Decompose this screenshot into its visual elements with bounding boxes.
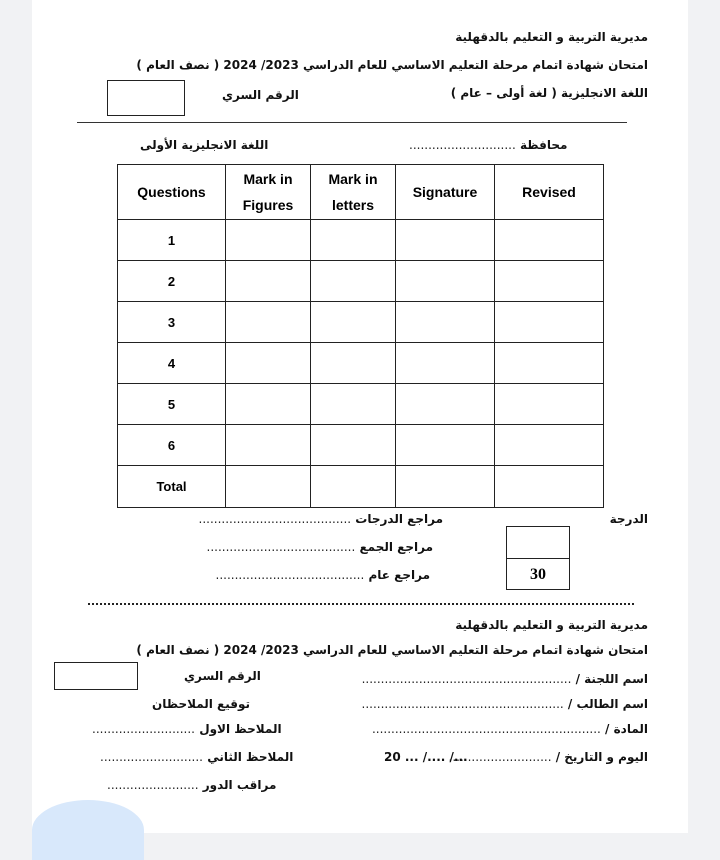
- cut-line: [88, 603, 634, 605]
- mark-figures-cell[interactable]: [226, 220, 311, 261]
- subject-title: اللغة الانجليزية الأولى: [140, 138, 269, 152]
- question-number: 6: [118, 425, 226, 466]
- first-observer-label: الملاحظ الاول: [199, 722, 282, 736]
- mark-letters-cell[interactable]: [311, 343, 396, 384]
- header-revised: Revised: [495, 165, 604, 220]
- header-divider: [77, 122, 627, 123]
- subject-dots[interactable]: ............................................................: [371, 722, 601, 736]
- day-date-dots[interactable]: ...........................: [448, 750, 552, 764]
- table-row: [118, 425, 604, 466]
- general-reviewer-dots: .......................................: [215, 568, 365, 582]
- governorate-label: محافظة: [520, 138, 568, 152]
- table-row: [118, 220, 604, 261]
- header-mark-letters: Mark in letters: [311, 165, 396, 220]
- exam-title-2: امتحان شهادة اتمام مرحلة التعليم الاساسي للعام الدراسي 2023/ 2024 ( نصف العام ): [136, 643, 648, 657]
- directorate-title: مديرية التربية و التعليم بالدقهلية: [455, 30, 648, 44]
- committee-name-label: اسم اللجنة /: [575, 672, 648, 686]
- floor-supervisor-label: مراقب الدور: [202, 778, 277, 792]
- mark-letters-cell[interactable]: [311, 425, 396, 466]
- committee-row: [362, 672, 648, 686]
- mark-letters-cell[interactable]: [311, 302, 396, 343]
- second-observer-dots[interactable]: ...........................: [100, 750, 203, 764]
- subject-label: المادة /: [605, 722, 648, 736]
- sum-reviewer-row: [207, 540, 434, 554]
- secret-number-label-2: الرقم السري: [184, 669, 261, 683]
- signature-cell[interactable]: [396, 466, 495, 508]
- question-number: 1: [118, 220, 226, 261]
- score-box: [506, 526, 570, 590]
- mark-figures-cell[interactable]: [226, 425, 311, 466]
- mark-figures-cell[interactable]: [226, 343, 311, 384]
- student-dots[interactable]: .....................................................: [361, 697, 564, 711]
- subject-row: [372, 722, 648, 736]
- header-signature: Signature: [396, 165, 495, 220]
- revised-cell[interactable]: [495, 220, 604, 261]
- exam-title: امتحان شهادة اتمام مرحلة التعليم الاساسي للعام الدراسي 2023/ 2024 ( نصف العام ): [136, 58, 648, 72]
- revised-cell[interactable]: [495, 384, 604, 425]
- signature-cell[interactable]: [396, 261, 495, 302]
- committee-dots[interactable]: .......................................................: [361, 672, 572, 686]
- overlay-blob: [32, 800, 144, 860]
- day-date-label: اليوم و التاريخ /: [555, 750, 648, 764]
- mark-figures-cell[interactable]: [226, 466, 311, 508]
- governorate-row: [409, 138, 567, 152]
- governorate-dots: ............................: [409, 138, 516, 152]
- signature-cell[interactable]: [396, 425, 495, 466]
- question-number: 5: [118, 384, 226, 425]
- secret-number-label: الرقم السري: [222, 88, 299, 102]
- revised-cell[interactable]: [495, 343, 604, 384]
- second-observer-row: [100, 750, 293, 764]
- mark-figures-cell[interactable]: [226, 261, 311, 302]
- secret-number-box[interactable]: [107, 80, 185, 116]
- general-reviewer-row: [216, 568, 430, 582]
- question-number: 3: [118, 302, 226, 343]
- first-observer-row: [92, 722, 282, 736]
- revised-cell[interactable]: [495, 466, 604, 508]
- grades-reviewer-row: [199, 512, 443, 526]
- table-row: [118, 343, 604, 384]
- signature-cell[interactable]: [396, 343, 495, 384]
- date-row: [449, 750, 648, 764]
- score-divider: [507, 558, 569, 559]
- floor-supervisor-dots[interactable]: ........................: [107, 778, 199, 792]
- question-number: 2: [118, 261, 226, 302]
- table-row: [118, 261, 604, 302]
- sum-reviewer-dots: .......................................: [206, 540, 356, 554]
- revised-cell[interactable]: [495, 425, 604, 466]
- signature-cell[interactable]: [396, 220, 495, 261]
- mark-letters-cell[interactable]: [311, 384, 396, 425]
- floor-supervisor-row: [107, 778, 276, 792]
- general-reviewer-label: مراجع عام: [368, 568, 430, 582]
- grades-reviewer-label: مراجع الدرجات: [355, 512, 443, 526]
- grade-label: الدرجة: [609, 512, 648, 526]
- question-number: 4: [118, 343, 226, 384]
- signature-cell[interactable]: [396, 384, 495, 425]
- first-observer-dots[interactable]: ...........................: [92, 722, 195, 736]
- marks-table: [117, 164, 604, 508]
- student-name-label: اسم الطالب /: [567, 697, 648, 711]
- mark-figures-cell[interactable]: [226, 302, 311, 343]
- mark-letters-cell[interactable]: [311, 466, 396, 508]
- mark-figures-cell[interactable]: [226, 384, 311, 425]
- signature-cell[interactable]: [396, 302, 495, 343]
- revised-cell[interactable]: [495, 261, 604, 302]
- mark-letters-cell[interactable]: [311, 261, 396, 302]
- header-mark-figures: Mark in Figures: [226, 165, 311, 220]
- sum-reviewer-label: مراجع الجمع: [359, 540, 433, 554]
- table-row: [118, 384, 604, 425]
- directorate-title-2: مديرية التربية و التعليم بالدقهلية: [455, 618, 648, 632]
- observers-signature-label: توقيع الملاحظان: [152, 697, 251, 711]
- table-row-total: [118, 466, 604, 508]
- student-row: [362, 697, 648, 711]
- date-value: 20 ... /.... /...: [384, 750, 468, 764]
- total-label: Total: [118, 466, 226, 508]
- table-row: [118, 302, 604, 343]
- subject-line: اللغة الانجليزية ( لغة أولى – عام ): [450, 86, 648, 100]
- revised-cell[interactable]: [495, 302, 604, 343]
- score-max: 30: [530, 566, 546, 583]
- second-observer-label: الملاحظ الثاني: [207, 750, 294, 764]
- header-questions: Questions: [118, 165, 226, 220]
- mark-letters-cell[interactable]: [311, 220, 396, 261]
- secret-number-box-2[interactable]: [54, 662, 138, 690]
- grades-reviewer-dots: ........................................: [198, 512, 352, 526]
